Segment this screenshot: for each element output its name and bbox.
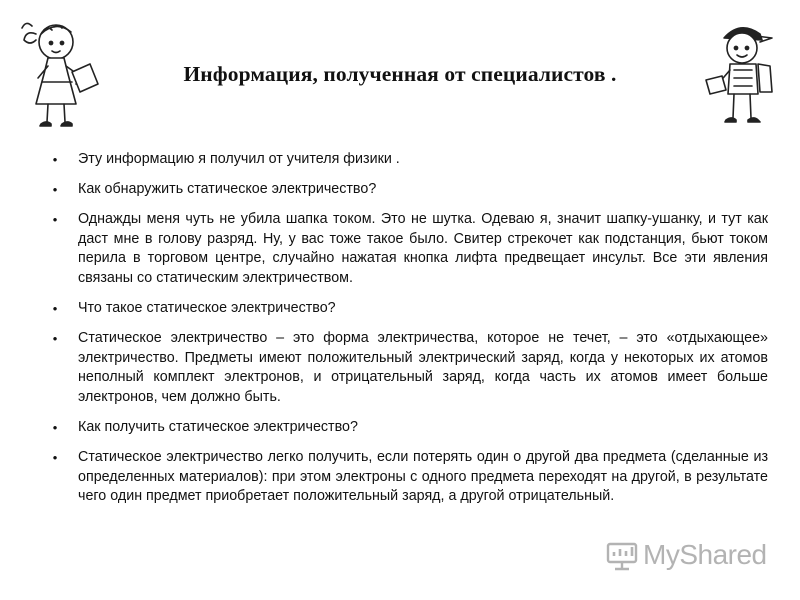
- list-item-text: Как получить статическое электричество?: [78, 419, 358, 436]
- list-item-text: Как обнаружить статическое электричество?: [78, 181, 377, 198]
- list-item: [50, 448, 768, 507]
- list-item: [50, 418, 768, 438]
- bullet-dot-icon: •: [52, 182, 58, 198]
- list-item: [50, 180, 768, 200]
- bullet-dot-icon: •: [52, 420, 58, 436]
- list-item-text: Что такое статическое электричество?: [78, 300, 336, 317]
- bullet-dot-icon: •: [52, 212, 58, 228]
- list-item-text: Статическое электричество – это форма электричества, которое не течет, – это «отдыхающее» электричество. Предметы имеют положительный электрический заряд, когда у некоторых их атомов неполный комплект электронов, и отрицательный заряд, когда часть их атомов имеет больше электронов, чем должно быть.: [78, 330, 768, 405]
- presentation-board-icon: [605, 538, 639, 572]
- list-item-text: Однажды меня чуть не убила шапка током. Это не шутка. Одеваю я, значит шапку-ушанку, и тут как даст мне в голову разряд. Ну, у вас тоже такое было. Свитер стрекочет как подстанция, бьют током перила в торговом центре, случайно нажатая кнопка лифта предвещает инсульт. Все эти явления связаны со статическим электричеством.: [78, 211, 768, 286]
- bullet-dot-icon: •: [52, 301, 58, 317]
- bullet-dot-icon: •: [52, 152, 58, 167]
- list-item: [50, 329, 768, 407]
- list-item: [50, 210, 768, 288]
- list-item-text: Статическое электричество легко получить, если потерять один о другой два предмета (сделанные из определенных материалов): при этом электроны с одного предмета переходят на другой, в результате чего один предмет приобретает положительный заряд, а другой отрицательный.: [78, 449, 768, 505]
- page-title: Информация, полученная от специалистов .: [183, 62, 617, 86]
- watermark-text: MyShared: [643, 539, 767, 570]
- bullet-list: [50, 150, 768, 517]
- list-item-text: Эту информацию я получил от учителя физики .: [78, 151, 400, 167]
- watermark-logo: [605, 538, 767, 572]
- list-item: [50, 299, 768, 319]
- bullet-dot-icon: •: [52, 450, 58, 466]
- bullet-dot-icon: •: [52, 331, 58, 347]
- list-item: [50, 150, 768, 170]
